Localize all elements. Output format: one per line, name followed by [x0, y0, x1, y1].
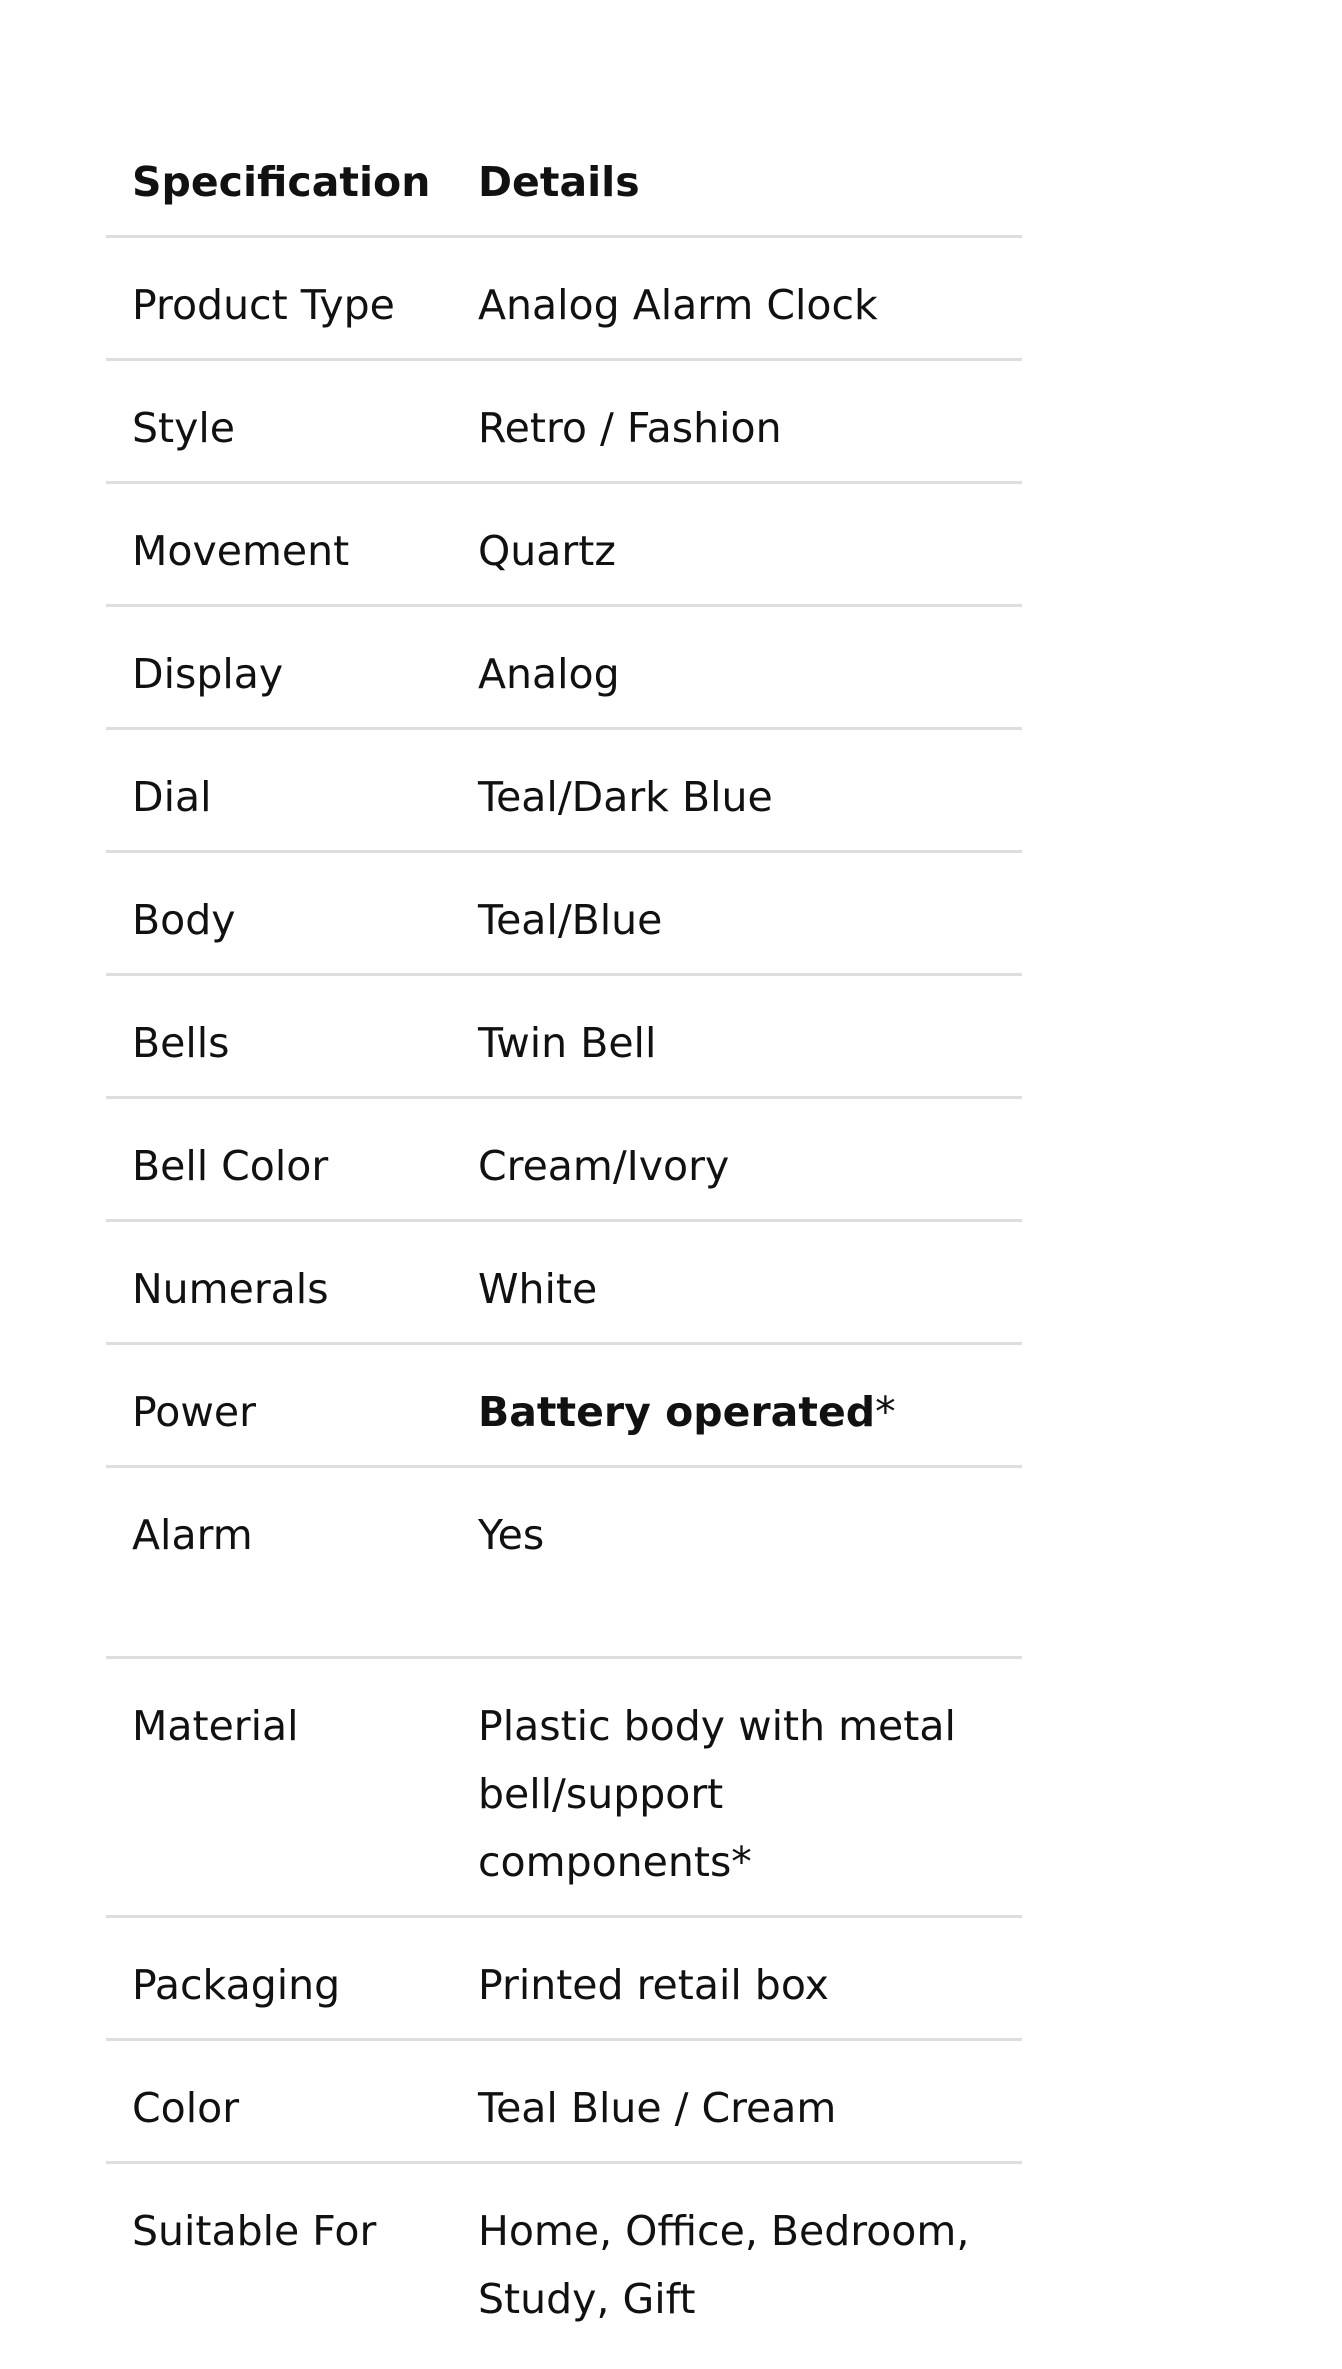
spec-value: Teal/Dark Blue — [452, 729, 1022, 852]
spec-value: Teal/Blue — [452, 852, 1022, 975]
spec-label: Packaging — [106, 1917, 452, 2040]
spec-label: Bell Color — [106, 1098, 452, 1221]
header-details: Details — [452, 112, 1022, 237]
table-row — [106, 2163, 1022, 2353]
spec-value: Yes — [452, 1467, 1022, 1658]
spec-label: Suitable For — [132, 2207, 377, 2255]
spec-value: Twin Bell — [452, 975, 1022, 1098]
spec-label: Numerals — [106, 1221, 452, 1344]
spec-label: Power — [106, 1344, 452, 1467]
spec-value: Analog — [452, 606, 1022, 729]
specification-table — [106, 112, 1022, 2352]
spec-label: Body — [106, 852, 452, 975]
spec-value: Quartz — [452, 483, 1022, 606]
table-row — [106, 729, 1022, 852]
spec-value: Home, Office, Bedroom, Study, Gift — [478, 2207, 970, 2323]
spec-label: Alarm — [106, 1467, 452, 1658]
spec-value: Cream/Ivory — [452, 1098, 1022, 1221]
spec-label: Product Type — [106, 237, 452, 360]
spec-label: Color — [106, 2040, 452, 2163]
table-row — [106, 1917, 1022, 2040]
footnote-marker: * — [875, 1388, 896, 1436]
spec-value: White — [452, 1221, 1022, 1344]
spec-value-emphasis: Battery operated — [478, 1388, 876, 1436]
table-row — [106, 483, 1022, 606]
table-header-row — [106, 112, 1022, 237]
table-row — [106, 2040, 1022, 2163]
spec-table-container — [106, 112, 1022, 2352]
header-specification: Specification — [106, 112, 452, 237]
table-row — [106, 852, 1022, 975]
spec-value: Teal Blue / Cream — [452, 2040, 1022, 2163]
table-row — [106, 1467, 1022, 1658]
spec-label: Bells — [106, 975, 452, 1098]
spec-value: Analog Alarm Clock — [452, 237, 1022, 360]
table-row — [106, 1344, 1022, 1467]
spec-label: Dial — [106, 729, 452, 852]
table-row — [106, 237, 1022, 360]
table-row — [106, 1221, 1022, 1344]
table-row — [106, 1098, 1022, 1221]
spec-value: Plastic body with metal bell/support components* — [452, 1658, 1022, 1917]
spec-label: Style — [106, 360, 452, 483]
spec-label: Material — [106, 1658, 452, 1917]
table-row — [106, 360, 1022, 483]
table-row — [106, 606, 1022, 729]
table-row — [106, 975, 1022, 1098]
spec-value: Printed retail box — [452, 1917, 1022, 2040]
spec-value: Retro / Fashion — [452, 360, 1022, 483]
spec-value — [452, 1344, 1022, 1467]
spec-label: Movement — [106, 483, 452, 606]
spec-label: Display — [106, 606, 452, 729]
table-row — [106, 1658, 1022, 1917]
